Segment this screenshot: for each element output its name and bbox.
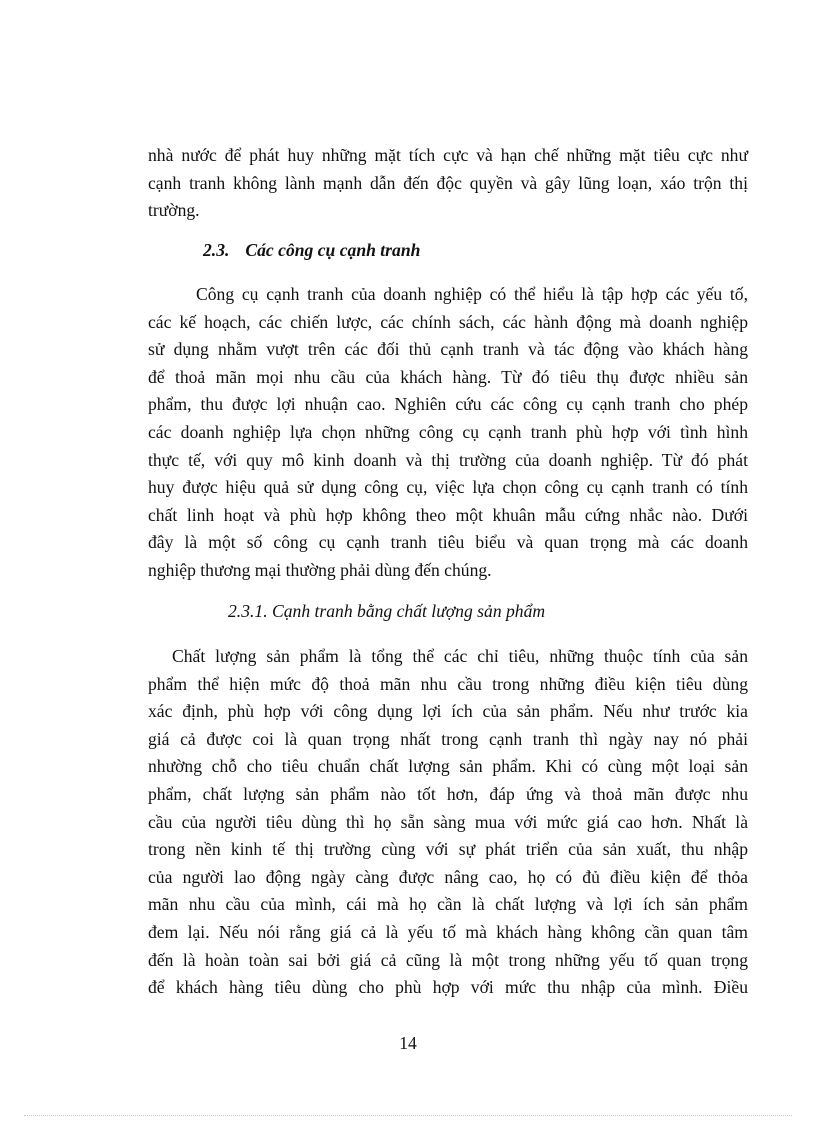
paragraph-product-quality [148, 643, 748, 1002]
text-line: phẩm, chất lượng sản phẩm nào tốt hơn, đáp ứng và thoả mãn được nhu [148, 783, 748, 804]
text-line: Công cụ cạnh tranh của doanh nghiệp có thể hiểu là tập hợp các yếu tố, [196, 284, 748, 304]
section-number: 2.3. [203, 240, 230, 260]
text-line: các kế hoạch, các chiến lược, các chính sách, các hành động mà doanh nghiệp [148, 311, 748, 332]
text-line: sử dụng nhằm vượt trên các đối thủ cạnh tranh và tác động vào khách hàng [148, 339, 748, 360]
section-heading [203, 240, 420, 261]
text-line: trong nền kinh tế thị trường cùng với sự phát triển của sản xuất, thu nhập [148, 839, 748, 860]
text-line: nhà nước để phát huy những mặt tích cực và hạn chế những mặt tiêu cực như [148, 145, 748, 165]
text-line: để khách hàng tiêu dùng cho phù hợp với mức thu nhập của mình. Điều [148, 977, 748, 998]
text-line: nhường chỗ cho tiêu chuẩn chất lượng sản phẩm. Khi có cùng một loại sản [148, 756, 748, 777]
text-line: nghiệp thương mại thường phải dùng đến chúng. [148, 559, 492, 580]
section-title: Các công cụ cạnh tranh [245, 240, 421, 260]
text-line: chất linh hoạt và phù hợp không theo một khuân mẫu cứng nhắc nào. Dưới [148, 504, 748, 525]
text-line: trường. [148, 200, 200, 221]
subsection-heading: 2.3.1. Cạnh tranh bằng chất lượng sản phẩm [228, 601, 546, 621]
text-line: phẩm, thu được lợi nhuận cao. Nghiên cứu các công cụ cạnh tranh cho phép [148, 394, 748, 415]
page-number: 14 [399, 1033, 417, 1053]
text-line: cầu của người tiêu dùng thì họ sẵn sàng mua với mức giá cao hơn. Nhất là [148, 811, 748, 832]
text-line: cạnh tranh không lành mạnh dẫn đến độc quyền và gây lũng loạn, xáo trộn thị [148, 172, 748, 193]
text-line: huy được hiệu quả sử dụng công cụ, việc lựa chọn công cụ cạnh tranh có tính [148, 477, 748, 498]
text-line: đến là hoàn toàn sai bởi giá cả cũng là một trong những yếu tố quan trọng [148, 949, 748, 970]
text-line: giá cả được coi là quan trọng nhất trong cạnh tranh thì ngày nay nó phải [148, 728, 748, 749]
text-line: thực tế, với quy mô kinh doanh và thị trường của doanh nghiệp. Từ đó phát [148, 449, 748, 470]
text-line: để thoả mãn mọi nhu cầu của khách hàng. Từ đó tiêu thụ được nhiều sản [148, 366, 748, 387]
text-line: đem lại. Nếu nói rằng giá cả là yếu tố mà khách hàng không cần quan tâm [148, 921, 748, 942]
paragraph-continuation [148, 142, 748, 225]
text-line: Chất lượng sản phẩm là tổng thể các chỉ tiêu, những thuộc tính của sản [172, 646, 748, 666]
text-line: các doanh nghiệp lựa chọn những công cụ cạnh tranh phù hợp với tình hình [148, 421, 748, 442]
paragraph-competition-tools [148, 281, 748, 585]
text-line: phẩm thể hiện mức độ thoả mãn nhu cầu trong những điều kiện tiêu dùng [148, 673, 748, 694]
page-bottom-divider [24, 1115, 792, 1116]
text-line: xác định, phù hợp với công dụng lợi ích của sản phẩm. Nếu như trước kia [148, 701, 748, 722]
text-line: của người lao động ngày càng được nâng cao, họ có đủ điều kiện để thỏa [148, 866, 748, 887]
text-line: đây là một số công cụ cạnh tranh tiêu biểu và quan trọng mà các doanh [148, 532, 748, 553]
text-line: mãn nhu cầu của mình, cái mà họ cần là chất lượng và lợi ích sản phẩm [148, 894, 748, 915]
